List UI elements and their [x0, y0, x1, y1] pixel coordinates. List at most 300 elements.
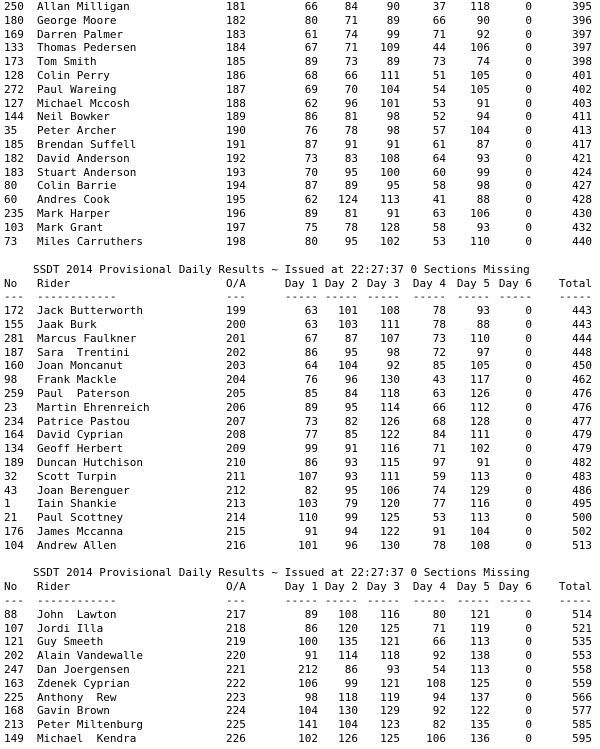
- table-row-d1: 107: [298, 469, 318, 483]
- table-row-d6: 0: [525, 0, 532, 13]
- table-row-d6: 0: [525, 386, 532, 400]
- table-row-d2: 104: [338, 718, 358, 732]
- table-row-d5: 106: [470, 207, 490, 220]
- table-row-oa: 224: [226, 704, 246, 718]
- table-row-d1: 62: [304, 96, 318, 110]
- table-row: [0, 179, 600, 193]
- table-row-no: 213: [4, 718, 24, 732]
- table-row-oa: 191: [226, 138, 246, 151]
- table-row-d2: 96: [344, 96, 358, 110]
- table-row-d3: 95: [386, 179, 400, 193]
- table-row-total: 440: [572, 234, 592, 248]
- table-row-rider: Tom Smith: [37, 55, 97, 69]
- table-row-d6: 0: [525, 317, 532, 331]
- table-row-d6: 0: [525, 428, 532, 442]
- table-row-oa: 188: [226, 96, 246, 110]
- table-row-d5: 108: [470, 538, 490, 552]
- column-header-total: Total: [558, 580, 592, 594]
- table-row-total: 585: [572, 718, 592, 732]
- table-row-d1: 76: [304, 373, 318, 387]
- table-row-d6: 0: [525, 234, 532, 248]
- table-row-total: 495: [572, 497, 592, 511]
- table-row-total: 395: [572, 0, 592, 13]
- table-row-total: 476: [572, 400, 592, 414]
- table-row-d1: 69: [304, 82, 318, 96]
- table-row-d4: 52: [432, 110, 446, 124]
- table-row-oa: 201: [226, 331, 246, 345]
- separator-row-d5: -----: [456, 593, 490, 607]
- table-row-oa: 214: [226, 511, 246, 525]
- table-row: [0, 635, 600, 649]
- table-row-d2: 95: [344, 345, 358, 359]
- table-row-d3: 98: [386, 345, 400, 359]
- table-row-d3: 130: [380, 538, 400, 552]
- table-row-oa: 213: [226, 497, 246, 511]
- table-row-d1: 77: [304, 428, 318, 442]
- table-row-d4: 71: [432, 621, 446, 635]
- table-row-d2: 71: [344, 13, 358, 27]
- table-row-d5: 110: [470, 331, 490, 345]
- table-row: [0, 28, 600, 42]
- table-row-d4: 66: [432, 13, 446, 27]
- table-row-d5: 121: [470, 607, 490, 621]
- table-row-d1: 100: [298, 635, 318, 649]
- table-row-d4: 64: [432, 151, 446, 165]
- table-row-d3: 92: [386, 359, 400, 373]
- table-row: [0, 401, 600, 415]
- table-row-oa: 190: [226, 124, 246, 138]
- table-row: [0, 41, 600, 55]
- table-row-oa: 181: [226, 0, 246, 13]
- column-header-d4: Day 4: [412, 580, 446, 594]
- table-row-total: 521: [572, 621, 592, 635]
- column-header-d2: Day 2: [324, 580, 358, 594]
- table-row-d5: 74: [476, 55, 490, 69]
- table-row: [0, 456, 600, 470]
- table-row: [0, 0, 600, 14]
- table-row-d2: 86: [344, 662, 358, 676]
- table-row: [0, 193, 600, 207]
- table-row-d5: 126: [470, 386, 490, 400]
- table-row-no: 103: [4, 220, 24, 234]
- separator-row-d1: -----: [284, 593, 318, 607]
- table-row-rider: Andrew Allen: [37, 538, 117, 552]
- table-row-d6: 0: [525, 538, 532, 552]
- table-row-rider: Paul Wareing: [37, 82, 117, 96]
- table-row-d4: 92: [432, 649, 446, 663]
- table-row-d2: 81: [344, 207, 358, 220]
- table-row-no: 163: [4, 676, 24, 690]
- column-header: [0, 277, 600, 291]
- table-row-no: 250: [4, 0, 24, 13]
- table-row: [0, 470, 600, 484]
- table-row-d5: 136: [470, 731, 490, 745]
- table-row-d5: 117: [470, 373, 490, 387]
- table-row-total: 595: [572, 731, 592, 745]
- table-row-d1: 70: [304, 165, 318, 179]
- table-row-total: 397: [572, 41, 592, 55]
- table-row-rider: Gavin Brown: [37, 704, 110, 718]
- table-row-total: 411: [572, 110, 592, 124]
- table-row-no: 234: [4, 414, 24, 428]
- table-row-d5: 88: [476, 317, 490, 331]
- table-row-d1: 89: [304, 207, 318, 220]
- table-row-d5: 104: [470, 124, 490, 138]
- table-row-d1: 67: [304, 331, 318, 345]
- table-row-rider: Jaak Burk: [37, 317, 97, 331]
- table-row-d1: 110: [298, 511, 318, 525]
- table-row-d5: 113: [470, 662, 490, 676]
- table-row-total: 402: [572, 82, 592, 96]
- table-row-d5: 116: [470, 497, 490, 511]
- table-row-d5: 105: [470, 69, 490, 82]
- separator-row-d5: -----: [456, 290, 490, 304]
- table-row-d2: 73: [344, 55, 358, 69]
- table-row-d5: 105: [470, 82, 490, 96]
- table-row-rider: Neil Bowker: [37, 110, 110, 124]
- table-row-d2: 71: [344, 41, 358, 55]
- table-row-d3: 128: [380, 220, 400, 234]
- table-row-total: 428: [572, 193, 592, 207]
- table-row-d6: 0: [525, 304, 532, 318]
- table-row-d2: 66: [344, 69, 358, 82]
- table-row-d3: 102: [380, 234, 400, 248]
- table-row-d2: 120: [338, 621, 358, 635]
- table-row-d4: 54: [432, 662, 446, 676]
- table-row: [0, 663, 600, 677]
- table-row: [0, 14, 600, 28]
- table-row-rider: Guy Smeeth: [37, 635, 104, 649]
- table-row-d1: 80: [304, 13, 318, 27]
- table-row-rider: James Mccanna: [37, 524, 124, 538]
- table-row-d1: 87: [304, 179, 318, 193]
- table-row-rider: Thomas Pedersen: [37, 41, 137, 55]
- table-row-d1: 89: [304, 55, 318, 69]
- table-row-d5: 99: [476, 165, 490, 179]
- table-row-d4: 91: [432, 524, 446, 538]
- table-row-oa: 192: [226, 151, 246, 165]
- table-row-no: 60: [4, 193, 18, 207]
- table-row-rider: Jordi Illa: [37, 621, 104, 635]
- table-row-oa: 187: [226, 82, 246, 96]
- column-header-d1: Day 1: [284, 580, 318, 594]
- table-row-d1: 61: [304, 27, 318, 41]
- table-row: [0, 207, 600, 221]
- table-row-d2: 79: [344, 497, 358, 511]
- table-row-d6: 0: [525, 124, 532, 138]
- table-row-d1: 104: [298, 704, 318, 718]
- table-row: [0, 539, 600, 553]
- table-row-d3: 111: [380, 469, 400, 483]
- table-row-no: 176: [4, 524, 24, 538]
- table-row-d1: 89: [304, 400, 318, 414]
- table-row-d2: 95: [344, 234, 358, 248]
- table-row-d1: 87: [304, 138, 318, 151]
- table-row-no: 182: [4, 151, 24, 165]
- column-header-d5: Day 5: [456, 276, 490, 290]
- table-row-d2: 101: [338, 304, 358, 318]
- table-row-total: 398: [572, 55, 592, 69]
- table-row-d6: 0: [525, 138, 532, 151]
- table-row: [0, 511, 600, 525]
- table-row-no: 202: [4, 649, 24, 663]
- table-row-oa: 202: [226, 345, 246, 359]
- table-row-oa: 212: [226, 483, 246, 497]
- table-row-d1: 62: [304, 193, 318, 207]
- column-header-oa: O/A: [226, 276, 246, 290]
- table-row-d5: 90: [476, 13, 490, 27]
- table-row-d6: 0: [525, 359, 532, 373]
- table-row-d1: 86: [304, 110, 318, 124]
- table-row-d3: 120: [380, 497, 400, 511]
- table-row-total: 482: [572, 455, 592, 469]
- table-row-d4: 58: [432, 179, 446, 193]
- table-row-d2: 95: [344, 400, 358, 414]
- table-row-d3: 130: [380, 373, 400, 387]
- table-row-d6: 0: [525, 497, 532, 511]
- table-row-total: 443: [572, 304, 592, 318]
- table-row: [0, 124, 600, 138]
- separator-row-d6: -----: [498, 593, 532, 607]
- table-row-d2: 95: [344, 165, 358, 179]
- table-row-d2: 84: [344, 0, 358, 13]
- table-row-d6: 0: [525, 607, 532, 621]
- table-row-d3: 111: [380, 317, 400, 331]
- table-row-d5: 122: [470, 704, 490, 718]
- table-row-d1: 89: [304, 607, 318, 621]
- table-row-d2: 93: [344, 469, 358, 483]
- separator-row-d6: -----: [498, 290, 532, 304]
- table-row-d3: 109: [380, 41, 400, 55]
- table-row-rider: Stuart Anderson: [37, 165, 137, 179]
- table-row-d5: 113: [470, 511, 490, 525]
- table-row-d2: 70: [344, 82, 358, 96]
- table-row-no: 168: [4, 704, 24, 718]
- table-row-oa: 211: [226, 469, 246, 483]
- table-row-total: 514: [572, 607, 592, 621]
- table-row-d5: 128: [470, 414, 490, 428]
- table-row-d4: 72: [432, 345, 446, 359]
- table-row-total: 483: [572, 469, 592, 483]
- table-row-no: 225: [4, 690, 24, 704]
- table-row-d3: 129: [380, 704, 400, 718]
- table-row-total: 476: [572, 386, 592, 400]
- table-row-oa: 182: [226, 13, 246, 27]
- table-row-total: 553: [572, 649, 592, 663]
- table-row-oa: 197: [226, 220, 246, 234]
- table-row-d1: 91: [304, 649, 318, 663]
- table-row-d1: 103: [298, 497, 318, 511]
- table-row-d1: 86: [304, 621, 318, 635]
- table-row-d5: 88: [476, 193, 490, 207]
- table-row-d5: 105: [470, 359, 490, 373]
- table-row-d2: 96: [344, 538, 358, 552]
- table-row-oa: 184: [226, 41, 246, 55]
- table-row-total: 577: [572, 704, 592, 718]
- table-row-rider: Scott Turpin: [37, 469, 117, 483]
- table-row-d2: 95: [344, 483, 358, 497]
- table-row-d2: 84: [344, 386, 358, 400]
- table-row-d6: 0: [525, 469, 532, 483]
- table-row-total: 479: [572, 442, 592, 456]
- table-row: [0, 304, 600, 318]
- table-row-rider: Brendan Suffell: [37, 138, 137, 151]
- table-row-oa: 219: [226, 635, 246, 649]
- table-row-total: 502: [572, 524, 592, 538]
- table-row-d4: 85: [432, 359, 446, 373]
- table-row-no: 43: [4, 483, 18, 497]
- table-row-d1: 73: [304, 151, 318, 165]
- table-row-oa: 199: [226, 304, 246, 318]
- table-row-d4: 84: [432, 428, 446, 442]
- table-row: [0, 318, 600, 332]
- table-row: [0, 497, 600, 511]
- table-row-d1: 101: [298, 538, 318, 552]
- column-header-total: Total: [558, 276, 592, 290]
- table-row-d4: 80: [432, 607, 446, 621]
- table-row-total: 417: [572, 138, 592, 151]
- table-row-d1: 91: [304, 524, 318, 538]
- separator-row-total: -----: [558, 290, 592, 304]
- table-row: [0, 97, 600, 111]
- table-row-total: 397: [572, 27, 592, 41]
- table-row-d6: 0: [525, 82, 532, 96]
- column-header-d1: Day 1: [284, 276, 318, 290]
- separator-row-no: ---: [4, 290, 24, 304]
- table-row-total: 566: [572, 690, 592, 704]
- table-row-d3: 126: [380, 414, 400, 428]
- table-row-oa: 226: [226, 731, 246, 745]
- table-row-d5: 113: [470, 469, 490, 483]
- table-row-d1: 86: [304, 345, 318, 359]
- table-row-rider: Joan Moncanut: [37, 359, 124, 373]
- table-row-rider: Alain Vandewalle: [37, 649, 143, 663]
- table-row: [0, 166, 600, 180]
- table-row-no: 281: [4, 331, 24, 345]
- table-row-no: 21: [4, 511, 18, 525]
- table-row-total: 559: [572, 676, 592, 690]
- table-row-total: 513: [572, 538, 592, 552]
- table-row-d3: 116: [380, 442, 400, 456]
- table-row-d5: 91: [476, 455, 490, 469]
- table-row-d5: 94: [476, 110, 490, 124]
- table-row-d2: 93: [344, 455, 358, 469]
- table-row-d3: 108: [380, 304, 400, 318]
- table-row: [0, 677, 600, 691]
- table-row: [0, 387, 600, 401]
- table-row: [0, 332, 600, 346]
- table-row-d3: 113: [380, 193, 400, 207]
- table-row-d6: 0: [525, 331, 532, 345]
- column-header-d2: Day 2: [324, 276, 358, 290]
- table-row-no: 133: [4, 41, 24, 55]
- column-header-d5: Day 5: [456, 580, 490, 594]
- table-row-no: 187: [4, 345, 24, 359]
- table-row-d6: 0: [525, 193, 532, 207]
- separator-row-no: ---: [4, 593, 24, 607]
- table-row-d6: 0: [525, 511, 532, 525]
- table-row-total: 479: [572, 428, 592, 442]
- table-row-rider: Michael Kendra: [37, 731, 137, 745]
- table-row-d2: 91: [344, 138, 358, 151]
- table-row: [0, 152, 600, 166]
- table-row-no: 80: [4, 179, 18, 193]
- table-row-rider: Anthony Rew: [37, 690, 117, 704]
- table-row-total: 444: [572, 331, 592, 345]
- table-row-rider: Michael Mccosh: [37, 96, 130, 110]
- table-row-d2: 83: [344, 151, 358, 165]
- table-row-rider: Allan Milligan: [37, 0, 130, 13]
- table-row-d1: 64: [304, 359, 318, 373]
- table-row-total: 413: [572, 124, 592, 138]
- table-row-d3: 118: [380, 649, 400, 663]
- table-row-d4: 44: [432, 41, 446, 55]
- table-row-total: 450: [572, 359, 592, 373]
- table-row: [0, 221, 600, 235]
- table-row-oa: 205: [226, 386, 246, 400]
- table-row-no: 247: [4, 662, 24, 676]
- table-row-d2: 81: [344, 110, 358, 124]
- table-row-d5: 135: [470, 718, 490, 732]
- table-row-d4: 108: [426, 676, 446, 690]
- table-row-d5: 91: [476, 96, 490, 110]
- table-row-d3: 93: [386, 662, 400, 676]
- table-row: [0, 83, 600, 97]
- table-row-oa: 185: [226, 55, 246, 69]
- table-row-no: 189: [4, 455, 24, 469]
- table-row-d3: 90: [386, 0, 400, 13]
- table-row-rider: Peter Archer: [37, 124, 117, 138]
- table-row-rider: Marcus Faulkner: [37, 331, 137, 345]
- table-row: [0, 110, 600, 124]
- table-row-no: 128: [4, 69, 24, 82]
- table-row-d4: 53: [432, 96, 446, 110]
- table-row-no: 144: [4, 110, 24, 124]
- table-row-d6: 0: [525, 455, 532, 469]
- table-row-no: 107: [4, 621, 24, 635]
- table-row-d1: 106: [298, 676, 318, 690]
- table-row-oa: 204: [226, 373, 246, 387]
- table-row-rider: Jack Butterworth: [37, 304, 143, 318]
- table-row-d6: 0: [525, 207, 532, 220]
- table-row-d4: 58: [432, 220, 446, 234]
- separator-row-d3: -----: [366, 593, 400, 607]
- table-row-d5: 118: [470, 0, 490, 13]
- table-row-rider: Paul Paterson: [37, 386, 130, 400]
- table-row-d3: 111: [380, 69, 400, 82]
- table-row-rider: Peter Miltenburg: [37, 718, 143, 732]
- table-row-d6: 0: [525, 414, 532, 428]
- table-row: [0, 649, 600, 663]
- table-row-total: 421: [572, 151, 592, 165]
- table-row-d5: 92: [476, 27, 490, 41]
- table-row: [0, 732, 600, 746]
- table-row-d3: 125: [380, 511, 400, 525]
- table-row-total: 403: [572, 96, 592, 110]
- separator-row-d3: -----: [366, 290, 400, 304]
- table-row-d6: 0: [525, 151, 532, 165]
- table-row-d5: 125: [470, 676, 490, 690]
- table-row-d3: 91: [386, 138, 400, 151]
- table-row-d4: 37: [432, 0, 446, 13]
- table-row-no: 155: [4, 317, 24, 331]
- column-header-d6: Day 6: [498, 580, 532, 594]
- table-row-rider: Miles Carruthers: [37, 234, 143, 248]
- table-row-no: 32: [4, 469, 18, 483]
- table-row-d4: 63: [432, 207, 446, 220]
- table-row-d6: 0: [525, 690, 532, 704]
- table-row-d3: 100: [380, 165, 400, 179]
